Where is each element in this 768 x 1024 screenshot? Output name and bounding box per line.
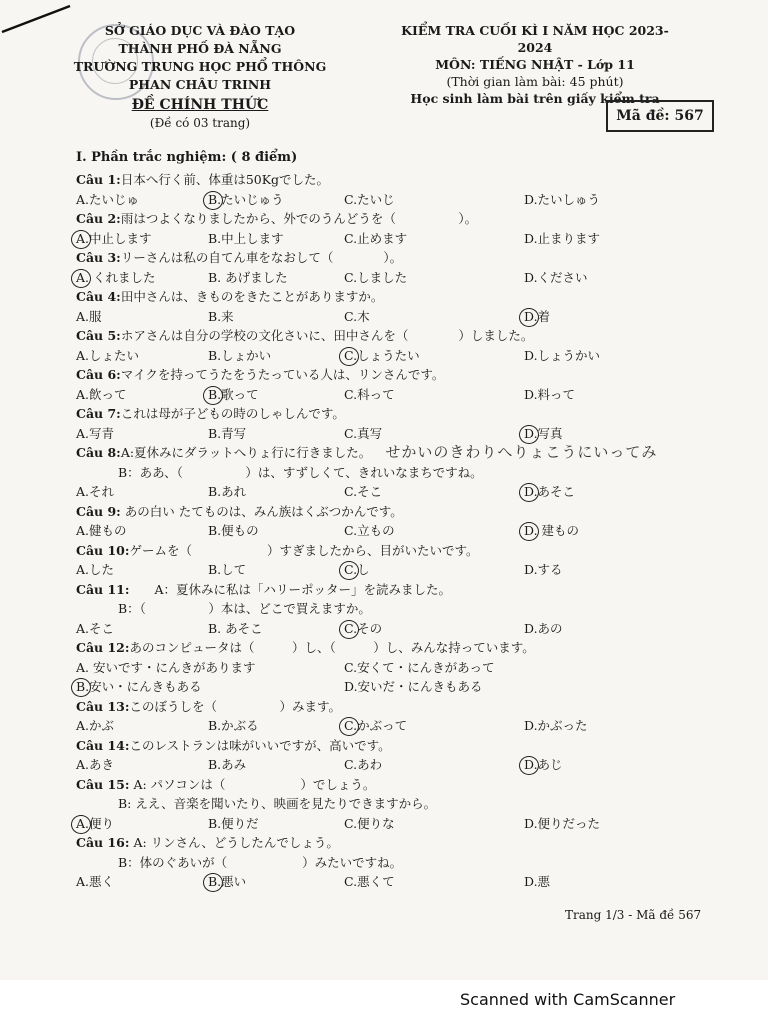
answer-option-b[interactable]: B.しょかい (208, 347, 272, 363)
answer-option-c[interactable]: C.真写 (344, 425, 383, 441)
scanner-watermark: Scanned with CamScanner (460, 990, 676, 1009)
answer-option-d[interactable]: D.写真 (524, 424, 563, 444)
answer-option-d[interactable]: D.悪 (524, 874, 551, 889)
question-text: 日本へ行く前、体重は50Kgでした。 (120, 172, 330, 187)
answer-options (76, 307, 736, 327)
answer-options (76, 872, 736, 892)
answer-option-a[interactable]: A.中止します (76, 229, 152, 249)
answer-option-a[interactable]: A.健もの (76, 523, 127, 538)
question-8-line-2: B：ああ、（ ）は、すずしくて、きれいなまちですね。 (118, 464, 483, 480)
question-label: Câu 9: (76, 503, 121, 519)
answer-option-d[interactable]: D.かぶった (524, 718, 588, 733)
answer-option-d[interactable]: D.あの (524, 620, 563, 636)
answer-option-d[interactable]: D. 建もの (524, 521, 579, 541)
official-label: ĐỀ CHÍNH THỨC (131, 97, 269, 113)
answer-options (76, 190, 736, 210)
question-1 (76, 170, 736, 190)
question-15 (76, 775, 736, 795)
answer-option-c[interactable]: C.安くて・にんきがあって (344, 659, 495, 675)
question-14 (76, 736, 736, 756)
answer-options (76, 385, 736, 405)
answer-option-c[interactable]: C.かぶって (344, 716, 407, 736)
answer-options (76, 658, 736, 678)
question-label: Câu 13: (76, 698, 130, 714)
question-label: Câu 5: (76, 328, 121, 343)
question-label: Câu 1: (76, 172, 121, 187)
answer-option-a[interactable]: A.飲って (76, 386, 127, 402)
question-13 (76, 697, 736, 717)
school-header (70, 22, 330, 132)
question-text: A: リンさん、どうしたんでしょう。 (129, 835, 339, 850)
answer-option-c[interactable]: C.止めます (344, 230, 408, 246)
question-text: これは母が子どもの時のしゃしんです。 (120, 406, 345, 421)
answer-option-c[interactable]: C.あわ (344, 757, 383, 772)
school-name: PHAN CHÂU TRINH (128, 77, 272, 92)
answer-option-d[interactable]: D.ください (524, 269, 588, 285)
answer-option-a[interactable]: A.たいじゅ (76, 191, 140, 207)
question-10 (76, 541, 736, 561)
question-text: ゲームを（ ）すぎましたから、目がいたいです。 (129, 542, 479, 558)
answer-option-c[interactable]: C.しょうたい (344, 346, 420, 366)
question-label: Câu 11: (76, 581, 130, 597)
department-name: SỞ GIÁO DỤC VÀ ĐÀO TẠO (104, 23, 296, 38)
question-label: Câu 14: (76, 737, 130, 753)
answer-option-a[interactable]: A.した (76, 562, 115, 577)
question-text: ホアさんは自分の学校の文化さいに、田中さんを（ ）しました。 (120, 328, 534, 343)
handwritten-note: せかいのきわりへりょこうにいってみ (385, 443, 658, 461)
exam-title: KIỂM TRA CUỐI KÌ I NĂM HỌC 2023-2024 (401, 23, 669, 55)
question-4 (76, 287, 736, 307)
question-text: 田中さんは、きものをきたことがありますか。 (120, 289, 384, 304)
exam-header (385, 22, 685, 107)
answer-option-a[interactable]: A. くれました (76, 268, 155, 288)
question-text: あのコンピュータは（ ）し、（ ）し、みんな持っています。 (129, 640, 535, 655)
question-text: 雨はつよくなりましたから、外でのうんどうを（ ）。 (120, 211, 478, 226)
answer-options (76, 521, 736, 541)
answer-option-b[interactable]: B.悪い (208, 872, 246, 892)
question-12 (76, 638, 736, 658)
answer-option-d[interactable]: D.着 (524, 307, 550, 327)
question-label: Câu 7: (76, 406, 121, 421)
answer-options (76, 716, 736, 736)
exam-instruction: Học sinh làm bài trên giấy kiểm tra (410, 91, 660, 106)
answer-option-b[interactable]: B.かぶる (208, 718, 259, 733)
answer-options (76, 268, 736, 288)
answer-options (76, 814, 736, 834)
school-type: TRƯỜNG TRUNG HỌC PHỔ THÔNG (73, 59, 327, 74)
question-11-line-2: B：（ ）本は、どこで買えますか。 (118, 601, 371, 616)
question-text: リーさんは私の自てん車をなおして（ ）。 (120, 250, 403, 265)
answer-option-b[interactable]: B.便もの (208, 523, 259, 538)
answer-option-a[interactable]: A.便り (76, 814, 114, 834)
answer-option-a[interactable]: A. 安いです・にんきがあります (76, 659, 256, 675)
answer-option-a[interactable]: A.そこ (76, 620, 115, 636)
answer-option-d[interactable]: D.あじ (524, 755, 563, 775)
question-label: Câu 6: (76, 367, 121, 382)
question-label: Câu 16: (76, 835, 130, 850)
answer-option-c[interactable]: C.立もの (344, 523, 395, 538)
answer-option-d[interactable]: D.料って (524, 386, 576, 402)
answer-option-c[interactable]: C.悪くて (344, 874, 395, 889)
question-8 (76, 443, 736, 463)
answer-option-c[interactable]: C.便りな (344, 815, 395, 831)
question-9 (76, 502, 736, 522)
question-text: このぼうしを（ ）みます。 (129, 698, 342, 714)
answer-options (76, 424, 736, 444)
exam-code-box: Mã đề: 567 (606, 100, 714, 132)
question-2 (76, 209, 736, 229)
answer-options (76, 619, 736, 639)
question-6 (76, 365, 736, 385)
question-text: このレストランは味がいいですが、高いです。 (129, 737, 391, 753)
question-label: Câu 2: (76, 211, 121, 226)
answer-options (76, 346, 736, 366)
question-label: Câu 12: (76, 640, 130, 655)
answer-option-c[interactable]: C.科って (344, 386, 395, 402)
answer-option-b[interactable]: B.歌って (208, 385, 259, 405)
question-15-line-2: B: ええ、音楽を聞いたり、映画を見たりできますから。 (118, 796, 437, 811)
answer-option-b[interactable]: B.青写 (208, 425, 247, 441)
answer-option-b[interactable]: B.たいじゅう (208, 190, 284, 210)
question-text: A:夏休みにダラットへりょ行に行きました。 (120, 445, 372, 460)
answer-option-c[interactable]: C.し (344, 560, 370, 580)
answer-option-a2[interactable]: B.安い・にんきもある (76, 677, 202, 697)
answer-option-a[interactable]: A.悪く (76, 874, 115, 889)
answer-option-c[interactable]: C.その (344, 619, 382, 639)
question-text: A: パソコンは（ ）でしょう。 (129, 776, 376, 792)
question-7 (76, 404, 736, 424)
question-16 (76, 833, 736, 853)
answer-options (76, 755, 736, 775)
answer-options (76, 677, 736, 697)
question-5 (76, 326, 736, 346)
question-16-line-2: B：体のぐあいが（ ）みたいですね。 (118, 854, 403, 870)
answer-option-d[interactable]: D.しょうかい (524, 347, 601, 363)
answer-option-a[interactable]: A.あき (76, 757, 115, 772)
question-list (76, 150, 736, 892)
page-count-note: (Đề có 03 trang) (149, 116, 251, 130)
answer-option-c[interactable]: C.そこ (344, 484, 383, 499)
question-text: A：夏休みに私は「ハリーポッター」を読みました。 (129, 581, 452, 597)
answer-option-b[interactable]: B.あれ (208, 484, 247, 499)
question-label: Câu 15: (76, 776, 130, 792)
answer-option-a[interactable]: A.写青 (76, 425, 115, 441)
answer-option-c2[interactable]: D.安いだ・にんきもある (344, 679, 483, 694)
answer-option-d[interactable]: D.止まります (524, 230, 601, 246)
answer-option-b[interactable]: B.来 (208, 308, 234, 324)
answer-option-a[interactable]: A.かぶ (76, 718, 115, 733)
question-label: Câu 10: (76, 542, 130, 558)
answer-option-d[interactable]: D.する (524, 562, 563, 577)
answer-options (76, 229, 736, 249)
answer-option-b[interactable]: B.あみ (208, 757, 247, 772)
answer-option-a[interactable]: A.しょたい (76, 347, 140, 363)
answer-option-b[interactable]: B.中上します (208, 230, 284, 246)
answer-option-b[interactable]: B.して (208, 562, 247, 577)
answer-option-b[interactable]: B. あそこ (208, 620, 263, 636)
question-label: Câu 8: (76, 445, 121, 460)
answer-option-c[interactable]: C.たいじ (344, 191, 395, 207)
answer-options (76, 560, 736, 580)
answer-option-d[interactable]: D.便りだった (524, 815, 601, 831)
answer-options (76, 482, 736, 502)
answer-option-a[interactable]: A.それ (76, 484, 115, 499)
page-footer: Trang 1/3 - Mã đề 567 (565, 908, 702, 922)
exam-duration: (Thời gian làm bài: 45 phút) (446, 74, 624, 89)
question-label: Câu 3: (76, 250, 121, 265)
city-name: THÀNH PHỐ ĐÀ NẴNG (118, 41, 282, 56)
answer-option-d[interactable]: D.あそこ (524, 482, 575, 502)
section-title: I. Phần trắc nghiệm: ( 8 điểm) (76, 150, 298, 165)
question-11 (76, 580, 736, 600)
question-label: Câu 4: (76, 289, 121, 304)
answer-option-b[interactable]: B.便りだ (208, 815, 259, 831)
answer-option-c[interactable]: C.木 (344, 308, 370, 324)
answer-option-c[interactable]: C.しました (344, 269, 408, 285)
answer-option-b[interactable]: B. あげました (208, 269, 288, 285)
answer-option-d[interactable]: D.たいしゅう (524, 191, 601, 207)
question-text: あの白い たてものは、みん族はくぶつかんです。 (120, 503, 403, 519)
answer-option-a[interactable]: A.服 (76, 308, 102, 324)
question-text: マイクを持ってうたをうたっている人は、リンさんです。 (120, 367, 445, 382)
exam-subject: MÔN: TIẾNG NHẬT - Lớp 11 (435, 57, 635, 72)
question-3 (76, 248, 736, 268)
